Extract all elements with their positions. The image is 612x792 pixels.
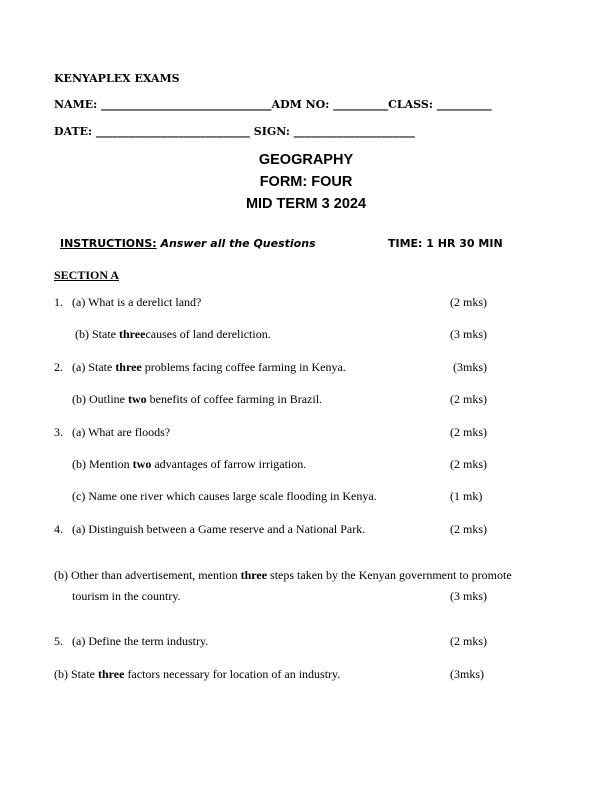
question-marks: (2 mks)	[450, 392, 487, 406]
question-marks: (3mks)	[453, 360, 487, 374]
question-marks: (1 mk)	[450, 489, 483, 503]
question-marks: (2 mks)	[450, 295, 487, 309]
section-heading: SECTION A	[54, 268, 120, 282]
question-text: (a) Define the term industry.	[72, 634, 209, 648]
question-marks: (3 mks)	[450, 589, 487, 603]
date-sign-line: DATE: ____________________________ SIGN: ______________________	[54, 125, 415, 138]
question-marks: (3mks)	[450, 667, 484, 681]
exam-time: TIME: 1 HR 30 MIN	[388, 237, 503, 250]
question-text: (b) State three factors necessary for location of an industry.	[54, 667, 341, 681]
instructions-text: Answer all the Questions	[156, 237, 316, 250]
question-marks: (2 mks)	[450, 522, 487, 536]
question-text: (b) Mention two advantages of farrow irrigation.	[72, 457, 307, 471]
question-text: (a) What are floods?	[72, 425, 171, 439]
question-number: 2.	[54, 360, 63, 374]
question-text: (a) What is a derelict land?	[72, 295, 202, 309]
question-text: (a) State three problems facing coffee farming in Kenya.	[72, 360, 346, 374]
question-text: (b) State threecauses of land dereliction.	[75, 327, 271, 341]
instructions-label: INSTRUCTIONS:	[60, 237, 157, 250]
question-text: (c) Name one river which causes large scale flooding in Kenya.	[72, 489, 377, 503]
question-number: 4.	[54, 522, 63, 536]
question-marks: (2 mks)	[450, 425, 487, 439]
question-marks: (3 mks)	[450, 327, 487, 341]
question-text: (b) Other than advertisement, mention three steps taken by the Kenyan government to promote	[54, 568, 512, 582]
question-number: 5.	[54, 634, 63, 648]
school-name: KENYAPLEX EXAMS	[54, 72, 180, 85]
subject-title: GEOGRAPHY	[258, 152, 354, 168]
question-number: 1.	[54, 295, 63, 309]
question-marks: (2 mks)	[450, 634, 487, 648]
term-title: MID TERM 3 2024	[245, 196, 367, 212]
question-text-continued: tourism in the country.	[72, 589, 181, 603]
question-text: (a) Distinguish between a Game reserve and a National Park.	[72, 522, 366, 536]
name-adm-class-line: NAME: _______________________________ADM NO: __________CLASS: __________	[54, 98, 492, 111]
question-text: (b) Outline two benefits of coffee farming in Brazil.	[72, 392, 323, 406]
instructions	[60, 237, 316, 250]
question-number: 3.	[54, 425, 63, 439]
question-marks: (2 mks)	[450, 457, 487, 471]
form-title: FORM: FOUR	[259, 174, 353, 190]
